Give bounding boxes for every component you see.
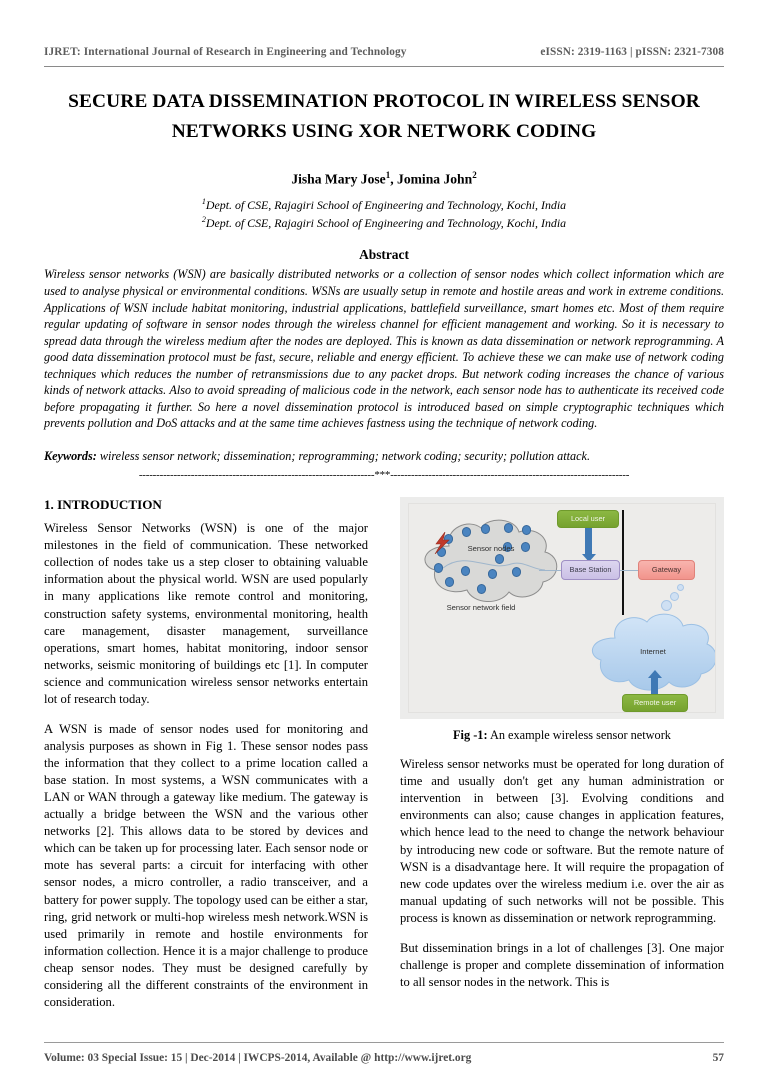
connection-bubble bbox=[670, 592, 679, 601]
intro-paragraph-2: A WSN is made of sensor nodes used for monitoring and analysis purposes as shown in Fig 1. These sensor nodes pass the information that they collect to a prime location called a base station. In most systems, a WSN communicates with a LAN or WAN through a gateway like medium. The gateway is actually a bridge between the WSN and the various other networks [2]. This allows data to be stored by devices and which can be taken up for processing later. Each sensor node or mote has several parts: a circuit for interfacing with other sensor nodes, a micro controller, a radio transceiver, and a battery for power supply. The topology used can be either a star, ring, grid network or multi-hop wireless mesh network.WSN is used primarily in remote and hostile environments for information collection. Hence it is a major challenge to produce cheap sensor nodes. They must be designed carefully by considering all the different constraints of the environment in consideration. bbox=[44, 721, 368, 1009]
keywords-line bbox=[44, 448, 724, 464]
footer-row bbox=[44, 1052, 724, 1064]
gateway-box bbox=[638, 560, 695, 580]
base-station-box bbox=[561, 560, 620, 580]
keywords-text: wireless sensor network; dissemination; reprogramming; network coding; security; pollution attack. bbox=[96, 448, 591, 463]
right-column bbox=[400, 497, 724, 1011]
base-station-label: Base Station bbox=[569, 565, 612, 575]
abstract-text: Wireless sensor networks (WSN) are basically distributed networks or a collection of sensor nodes which collect information which are used to analyse physical or environmental conditions. WSNs are usually setup in remote and hostile areas and work in extreme conditions. Applications of WSN include habitat monitoring, industrial applications, battlefield surveillance, smart homes etc. Most of them require regular updating of software in sensor nodes through the wireless channel for efficient management and working. So it is necessary to spread data through the wireless medium after the nodes are deployed. This is known as data dissemination or network reprogramming. A good data dissemination protocol must be fast, secure, reliable and energy efficient. To achieve these we can make use of network coding techniques which reduces the number of retransmissions due to any packet drops. But network coding increases the chance of various kinds of network attacks. Also to avoid spreading of malicious code in the network, each sensor node has to authenticate its received code before propagating it further. So here a novel dissemination protocol is introduced based on simple cryptographic techniques which prevents pollution and DoS attacks and at the same time achieves fastness using the technique of network coding. bbox=[44, 267, 724, 431]
right-paragraph-1: Wireless sensor networks must be operated for long duration of time and usually don't get any human administration or intervention in between [3]. Evolving conditions and environments can also; cause changes in application features, which hence lead to the need to change the network behaviour by introducing new code or software. But the remote nature of WSN is a disadvantage here. It will require the propagation of new code updates over the wireless medium i.e. over the air as manual updating of such networks will not be possible. This process is known as dissemination or network reprogramming. bbox=[400, 757, 724, 925]
author-name-2: Jomina John bbox=[397, 171, 473, 187]
header-divider bbox=[44, 66, 724, 67]
affiliation-2-text: Dept. of CSE, Rajagiri School of Engineering and Technology, Kochi, India bbox=[205, 215, 567, 230]
remote-user-label: Remote user bbox=[633, 698, 677, 708]
sensor-network-field-label: Sensor network field bbox=[446, 603, 516, 613]
keywords-label: Keywords: bbox=[44, 448, 97, 463]
intro-paragraph-1: Wireless Sensor Networks (WSN) is one of the major milestones in the field of communication. These networked collection of nodes take us a step closer to obtaining valuable information about the physical world. WSN are used popularly in many applications like remote control and monitoring, construction safety systems, environmental monitoring, health care management, disaster management, surveillance operations, smart homes, habitat monitoring, indoor sensor networks, seismic monitoring of buildings etc [1]. In computer science and communication wireless sensor networks entertain lot of research today. bbox=[44, 521, 368, 706]
sensor-node bbox=[462, 527, 471, 536]
author-separator: , bbox=[390, 171, 398, 187]
affiliation-marker-1: 1 bbox=[201, 196, 206, 206]
left-column bbox=[44, 497, 368, 1011]
local-user-to-base-station-arrow bbox=[585, 528, 592, 555]
figure-caption-label: Fig -1: bbox=[453, 728, 488, 743]
footer-divider bbox=[44, 1042, 724, 1043]
affiliation-2 bbox=[44, 214, 724, 232]
author-affil-marker-1: 1 bbox=[385, 170, 391, 181]
figure-caption-text: An example wireless sensor network bbox=[487, 728, 671, 743]
figure-image bbox=[400, 497, 724, 719]
issn-info: eISSN: 2319-1163 | pISSN: 2321-7308 bbox=[540, 46, 724, 58]
affiliation-1 bbox=[44, 196, 724, 214]
sensor-to-base-station-link bbox=[539, 570, 561, 571]
sensor-node bbox=[434, 563, 443, 572]
local-user-label: Local user bbox=[570, 514, 606, 524]
figure-1 bbox=[400, 497, 724, 743]
sensor-nodes-label: Sensor nodes bbox=[467, 544, 515, 554]
sensor-node bbox=[512, 567, 521, 576]
sensor-node bbox=[495, 554, 504, 563]
figure-canvas bbox=[408, 503, 716, 713]
sensor-node bbox=[477, 584, 486, 593]
affiliation-block bbox=[44, 196, 724, 232]
running-head bbox=[44, 0, 724, 58]
sensor-node bbox=[481, 524, 490, 533]
lightning-bolt-icon bbox=[433, 532, 451, 554]
connection-bubble bbox=[677, 584, 684, 591]
sensor-node bbox=[445, 577, 454, 586]
abstract-heading: Abstract bbox=[359, 247, 409, 263]
gateway-label: Gateway bbox=[651, 565, 682, 575]
figure-caption bbox=[400, 728, 724, 743]
author-list bbox=[44, 170, 724, 188]
affiliation-1-text: Dept. of CSE, Rajagiri School of Engineering and Technology, Kochi, India bbox=[205, 197, 567, 212]
sensor-link-line bbox=[411, 512, 571, 613]
affiliation-marker-2: 2 bbox=[201, 214, 206, 224]
page-footer bbox=[44, 1042, 724, 1064]
footer-volume-info: Volume: 03 Special Issue: 15 | Dec-2014 | IWCPS-2014, Available @ http://www.ijret.org bbox=[44, 1052, 472, 1064]
internet-label: Internet bbox=[640, 647, 666, 657]
sensor-node bbox=[522, 525, 531, 534]
local-user-box bbox=[557, 510, 619, 528]
page-number: 57 bbox=[712, 1052, 724, 1064]
page-title: SECURE DATA DISSEMINATION PROTOCOL IN WIRELESS SENSOR NETWORKS USING XOR NETWORK CODING bbox=[68, 91, 700, 143]
section-separator: --------------------------------------------------------------------***--------------------------------------------------------------------- bbox=[138, 470, 630, 482]
sensor-node bbox=[521, 542, 530, 551]
sensor-node bbox=[488, 569, 497, 578]
right-paragraph-2: But dissemination brings in a lot of challenges [3]. One major challenge is proper and complete dissemination of information to all sensor nodes in the network. This is bbox=[400, 940, 724, 989]
journal-name: IJRET: International Journal of Research in Engineering and Technology bbox=[44, 46, 407, 58]
network-boundary-divider bbox=[622, 510, 624, 615]
remote-user-box bbox=[622, 694, 688, 712]
author-name-1: Jisha Mary Jose bbox=[291, 171, 386, 187]
sensor-node bbox=[461, 566, 470, 575]
author-affil-marker-2: 2 bbox=[472, 170, 477, 181]
section-heading-introduction: 1. INTRODUCTION bbox=[44, 497, 162, 513]
body-columns bbox=[44, 497, 724, 1011]
sensor-node bbox=[504, 523, 513, 532]
